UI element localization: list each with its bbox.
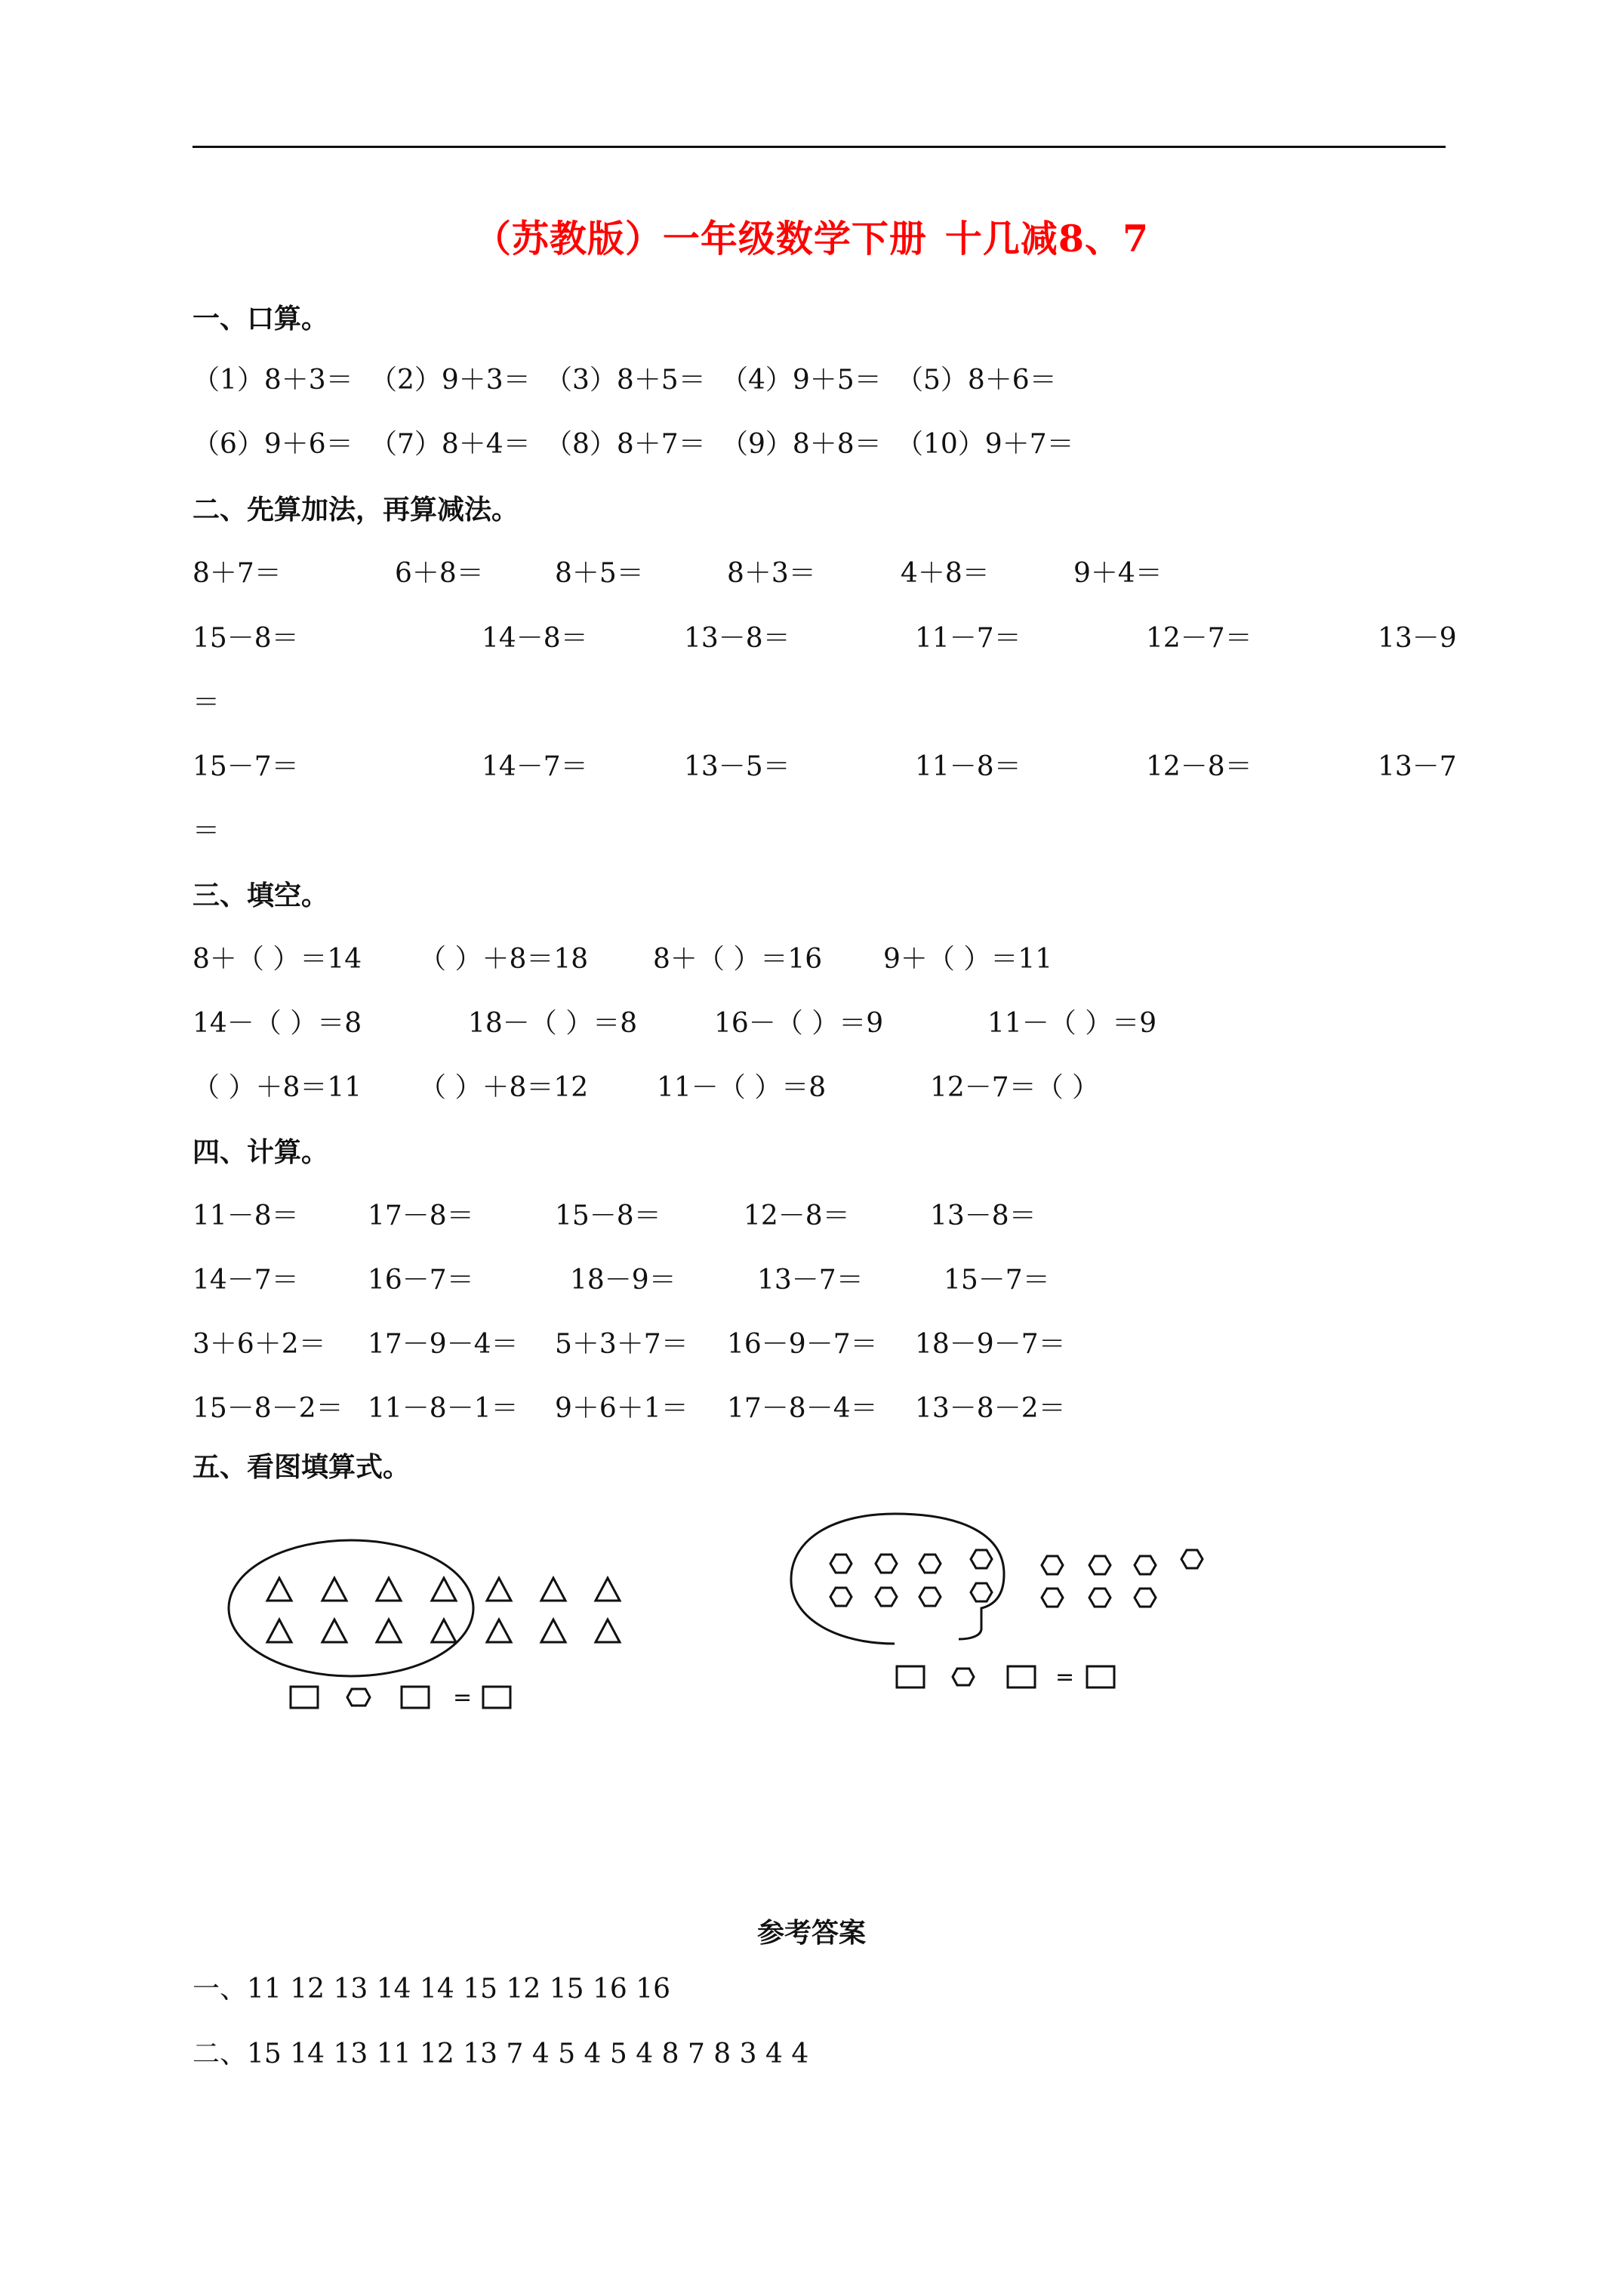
hexagon-shape (1135, 1556, 1156, 1574)
operator-hexagon (347, 1689, 370, 1706)
header-rule (192, 146, 1446, 148)
oral-item: （10）9＋7＝ (896, 429, 1074, 460)
sub-item-wrap: ＝ (192, 687, 220, 718)
triangle-shape (322, 1578, 346, 1601)
hexagon-shape (919, 1588, 941, 1606)
add-item: 8＋7＝ (192, 558, 282, 589)
sub-item: 14－8＝ (482, 623, 588, 654)
triangle-shape (432, 1578, 456, 1601)
grouping-bag (791, 1514, 1004, 1644)
calc-item: 11－8－1＝ (368, 1393, 519, 1424)
triangle-shape (487, 1620, 511, 1642)
fill-item: （ ）＋8＝12 (419, 1072, 589, 1103)
fill-item: 11－（ ）＝9 (987, 1008, 1157, 1039)
calc-item: 13－8＝ (930, 1200, 1036, 1231)
triangle-shape (596, 1578, 620, 1601)
grouping-ellipse (229, 1540, 473, 1676)
answer-box (1087, 1666, 1114, 1687)
answers-line: 一、11 12 13 14 14 15 12 15 16 16 (192, 1974, 671, 2005)
hexagon-shape (1135, 1589, 1156, 1607)
calc-item: 17－8＝ (368, 1200, 474, 1231)
sub-item: 13－5＝ (684, 751, 790, 782)
hexagon-shape (830, 1588, 852, 1606)
hexagon-shape (971, 1550, 992, 1568)
triangle-shape (267, 1578, 291, 1601)
fill-item: 12－7＝（ ） (930, 1072, 1100, 1103)
calc-item: 18－9＝ (570, 1265, 676, 1296)
hexagon-shape (876, 1555, 897, 1573)
calc-item: 16－7＝ (368, 1265, 474, 1296)
sub-item-wrap: ＝ (192, 815, 220, 846)
page-title: （苏教版）一年级数学下册 十几减8、7 (473, 217, 1150, 260)
calc-item: 18－9－7＝ (915, 1329, 1066, 1360)
section-heading-picture: 五、看图填算式。 (192, 1451, 411, 1483)
hexagon-shape (919, 1555, 941, 1573)
add-item: 6＋8＝ (395, 558, 484, 589)
oral-item: （2）9＋3＝ (370, 365, 531, 396)
sub-item: 13－9 (1378, 623, 1457, 654)
oral-item: （1）8＋3＝ (192, 365, 353, 396)
sub-item: 12－7＝ (1146, 623, 1252, 654)
oral-item: （8）8＋7＝ (545, 429, 706, 460)
calc-item: 14－7＝ (192, 1265, 299, 1296)
equals-sign: = (453, 1684, 473, 1711)
sub-item: 11－8＝ (915, 751, 1021, 782)
triangle-shape (487, 1578, 511, 1601)
sub-item: 15－7＝ (192, 751, 299, 782)
sub-item: 12－8＝ (1146, 751, 1252, 782)
section-heading-fill: 三、填空。 (192, 880, 329, 911)
answer-box (483, 1687, 510, 1708)
hexagon-shape (971, 1583, 992, 1601)
add-item: 4＋8＝ (901, 558, 990, 589)
calc-item: 11－8＝ (192, 1200, 299, 1231)
triangle-shape (377, 1578, 401, 1601)
answer-box (291, 1687, 318, 1708)
hexagon-shape (1089, 1556, 1110, 1574)
sub-item: 15－8＝ (192, 623, 299, 654)
oral-item: （6）9＋6＝ (192, 429, 353, 460)
triangle-figure (226, 1510, 649, 1729)
calc-item: 3＋6＋2＝ (192, 1329, 326, 1360)
answer-box (402, 1687, 429, 1708)
triangle-shape (541, 1620, 565, 1642)
triangle-shape (322, 1620, 346, 1642)
oral-item: （7）8＋4＝ (370, 429, 531, 460)
calc-item: 15－7＝ (944, 1265, 1050, 1296)
add-item: 9＋4＝ (1073, 558, 1163, 589)
triangle-shape (541, 1578, 565, 1601)
fill-item: （ ）＋8＝18 (419, 944, 589, 975)
calc-item: 9＋6＋1＝ (555, 1393, 688, 1424)
oral-item: （4）9＋5＝ (721, 365, 882, 396)
triangle-shape (596, 1620, 620, 1642)
calc-item: 16－9－7＝ (727, 1329, 878, 1360)
fill-item: 9＋（ ）＝11 (883, 944, 1053, 975)
fill-item: 18－（ ）＝8 (468, 1008, 638, 1039)
calc-item: 12－8＝ (744, 1200, 850, 1231)
add-item: 8＋5＝ (555, 558, 644, 589)
answer-box (897, 1666, 924, 1687)
oral-item: （5）8＋6＝ (896, 365, 1057, 396)
fill-item: 16－（ ）＝9 (714, 1008, 884, 1039)
section-heading-oral: 一、口算。 (192, 303, 329, 334)
calc-item: 13－8－2＝ (915, 1393, 1066, 1424)
calc-item: 13－7＝ (757, 1265, 864, 1296)
hexagon-shape (1181, 1550, 1203, 1568)
fill-item: 8＋（ ）＝14 (192, 944, 362, 975)
fill-item: 14－（ ）＝8 (192, 1008, 362, 1039)
triangle-shape (432, 1620, 456, 1642)
hexagon-shape (1089, 1589, 1110, 1607)
calc-item: 5＋3＋7＝ (555, 1329, 688, 1360)
fill-item: （ ）＋8＝11 (192, 1072, 362, 1103)
sub-item: 11－7＝ (915, 623, 1021, 654)
answer-box (1008, 1666, 1035, 1687)
fill-item: 8＋（ ）＝16 (653, 944, 823, 975)
sub-item: 14－7＝ (482, 751, 588, 782)
add-item: 8＋3＝ (727, 558, 816, 589)
fill-item: 11－（ ）＝8 (657, 1072, 827, 1103)
triangle-shape (267, 1620, 291, 1642)
calc-item: 17－8－4＝ (727, 1393, 878, 1424)
hexagon-shape (1042, 1589, 1063, 1607)
sub-item: 13－8＝ (684, 623, 790, 654)
oral-item: （3）8＋5＝ (545, 365, 706, 396)
hexagon-shape (876, 1588, 897, 1606)
operator-hexagon (953, 1669, 974, 1685)
oral-item: （9）8＋8＝ (721, 429, 882, 460)
hexagon-figure (778, 1499, 1261, 1703)
answers-line: 二、15 14 13 11 12 13 7 4 5 4 5 4 8 7 8 3 4 4 (192, 2039, 809, 2069)
triangle-shape (377, 1620, 401, 1642)
hexagon-shape (830, 1555, 852, 1573)
calc-item: 17－9－4＝ (368, 1329, 519, 1360)
answers-title: 参考答案 (756, 1917, 866, 1949)
calc-item: 15－8－2＝ (192, 1393, 343, 1424)
sub-item: 13－7 (1378, 751, 1457, 782)
section-heading-add-sub: 二、先算加法，再算减法。 (192, 494, 519, 525)
section-heading-calc: 四、计算。 (192, 1136, 329, 1168)
equals-sign: = (1055, 1664, 1075, 1690)
hexagon-shape (1042, 1556, 1063, 1574)
calc-item: 15－8＝ (555, 1200, 661, 1231)
